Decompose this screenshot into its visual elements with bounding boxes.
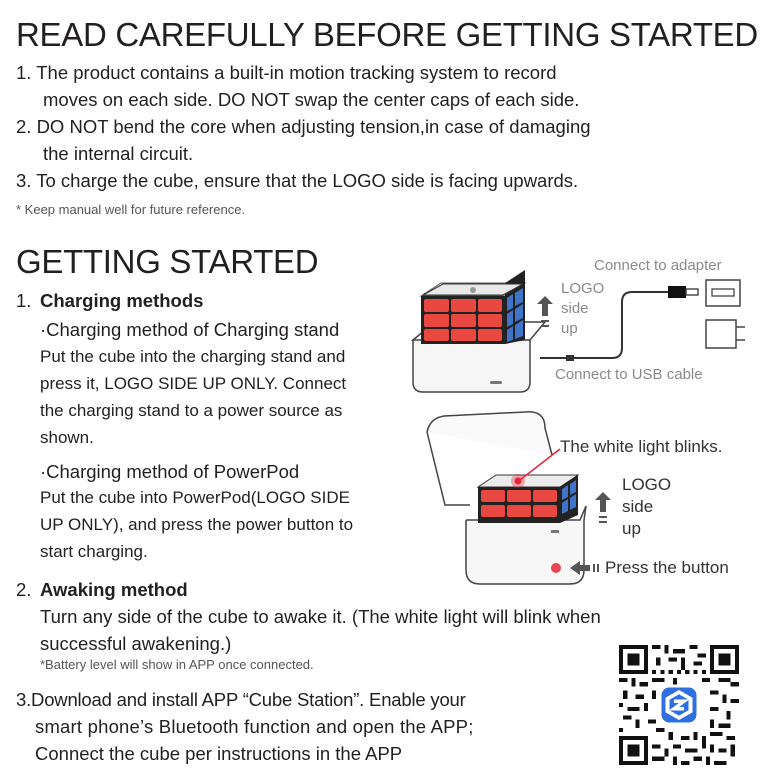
light-pointer (520, 449, 560, 480)
powerpod-line: UP ONLY), and press the power button to (40, 515, 354, 534)
warning-item-2: 2. DO NOT bend the core when adjusting tension,in case of damaging (16, 116, 591, 137)
cube-in-powerpod (478, 474, 578, 523)
download-line: 3.Download and install APP “Cube Station”. Enable your (16, 689, 466, 710)
section-title: GETTING STARTED (16, 243, 319, 280)
qr-code-icon[interactable] (619, 645, 739, 765)
stand-line: press it, LOGO SIDE UP ONLY. Connect (40, 374, 347, 393)
powerpod-line: start charging. (40, 542, 148, 561)
awaking-line: successful awakening.) (40, 633, 232, 654)
press-button-label: Press the button (605, 558, 729, 577)
cube-on-stand (421, 270, 525, 344)
logo-side-up-label: up (561, 320, 578, 337)
white-light-label: The white light blinks. (560, 437, 723, 456)
connect-adapter-label: Connect to adapter (594, 257, 722, 274)
awaking-heading: Awaking method (40, 579, 188, 600)
stand-line: Put the cube into the charging stand and (40, 347, 346, 366)
warning-item-2-cont: the internal circuit. (43, 143, 194, 164)
usb-plug-icon (668, 286, 686, 298)
app-logo-icon (658, 684, 699, 725)
arrow-up-icon (537, 296, 553, 327)
warning-item-1-cont: moves on each side. DO NOT swap the center caps of each side. (43, 89, 580, 110)
logo-side-up-label: LOGO (622, 475, 672, 494)
charging-heading: Charging methods (40, 290, 204, 311)
download-line: Connect the cube per instructions in the APP (35, 743, 403, 764)
arrow-up-icon (595, 492, 611, 523)
warning-item-1: 1. The product contains a built-in motion tracking system to record (16, 62, 557, 83)
arrow-left-icon (570, 561, 599, 575)
logo-side-up-label: side (622, 497, 654, 516)
powerpod-heading: ·Charging method of PowerPod (40, 461, 300, 482)
warning-item-3: 3. To charge the cube, ensure that the LOGO side is facing upwards. (16, 170, 579, 191)
logo-side-up-label: up (622, 519, 641, 538)
awaking-note: *Battery level will show in APP once connected. (40, 657, 314, 672)
powerpod-line: Put the cube into PowerPod(LOGO SIDE (40, 488, 350, 507)
download-line: smart phone’s Bluetooth function and open the APP; (35, 716, 474, 737)
charging-number: 1. (16, 290, 32, 311)
logo-side-up-label: side (561, 300, 589, 317)
charging-stand (413, 322, 545, 392)
adapter-icon (706, 320, 745, 348)
stand-line: the charging stand to a power source as (40, 401, 343, 420)
awaking-line: Turn any side of the cube to awake it. (The white light will blink when (40, 606, 601, 627)
power-button-light (551, 563, 561, 573)
usb-cable (540, 292, 668, 358)
logo-side-up-label: LOGO (561, 280, 605, 297)
page-title: READ CAREFULLY BEFORE GETTING STARTED (16, 16, 758, 53)
warning-note: * Keep manual well for future reference. (16, 202, 246, 217)
awaking-number: 2. (16, 579, 32, 600)
stand-line: shown. (40, 428, 94, 447)
connect-usb-label: Connect to USB cable (555, 366, 703, 383)
stand-heading: ·Charging method of Charging stand (40, 319, 340, 340)
usb-port-icon (706, 280, 740, 306)
